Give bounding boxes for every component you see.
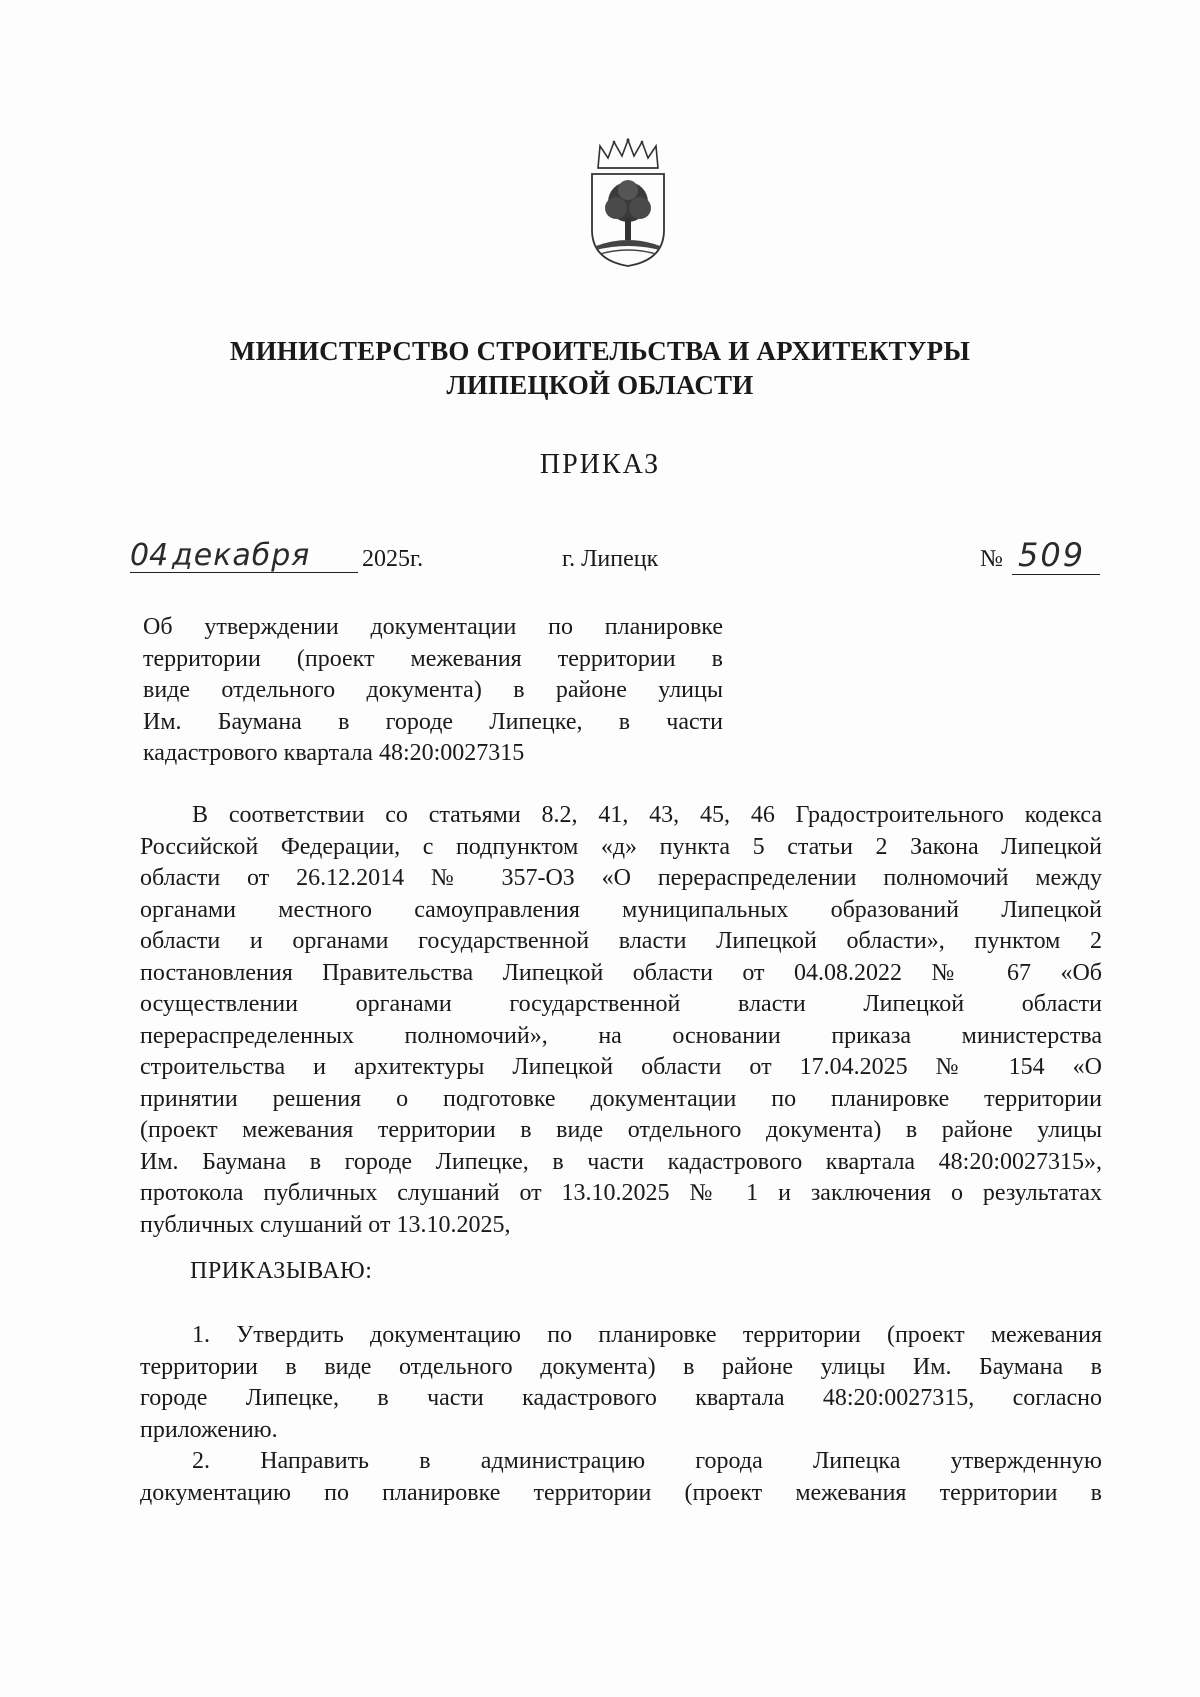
date-month-handwritten: декабря xyxy=(172,538,311,573)
order-subject xyxy=(143,612,723,770)
subject-line: виде отдельного документа) в районе улицы xyxy=(143,677,723,703)
preamble-line: (проект межевания территории в виде отдельного документа) в районе улицы xyxy=(140,1117,1102,1143)
preamble-line: области и органами государственной власти Липецкой области», пунктом 2 xyxy=(140,928,1102,954)
subject-line: территории (проект межевания территории в xyxy=(143,645,723,672)
coat-of-arms-icon xyxy=(586,138,670,268)
item-line: 1. Утвердить документацию по планировке территории (проект межевания xyxy=(192,1322,1102,1348)
subject-line: кадастрового квартала 48:20:0027315 xyxy=(143,740,525,766)
preamble-paragraph xyxy=(140,800,1102,1241)
number-underline xyxy=(1012,574,1100,575)
date-underline xyxy=(130,572,358,573)
order-number-handwritten: 509 xyxy=(1018,536,1086,574)
ministry-name-line1: МИНИСТЕРСТВО СТРОИТЕЛЬСТВА И АРХИТЕКТУРЫ xyxy=(229,336,971,366)
document-type-title: ПРИКАЗ xyxy=(539,449,661,480)
item-line: территории в виде отдельного документа) в районе улицы Им. Баумана в xyxy=(140,1353,1102,1380)
preamble-line: строительства и архитектуры Липецкой области от 17.04.2025 № 154 «О xyxy=(140,1054,1102,1080)
item-line: 2. Направить в администрацию города Липецка утвержденную xyxy=(192,1448,1102,1474)
number-sign: № xyxy=(980,546,1003,572)
preamble-line: публичных слушаний от 13.10.2025, xyxy=(140,1211,511,1238)
item-line: документацию по планировке территории (проект межевания территории в xyxy=(140,1479,1102,1506)
preamble-line: области от 26.12.2014 № 357-ОЗ «О перераспределении полномочий между xyxy=(140,865,1102,891)
ministry-name-line2: ЛИПЕЦКОЙ ОБЛАСТИ xyxy=(446,370,754,400)
subject-line: Об утверждении документации по планировке xyxy=(143,614,723,640)
item-line: городе Липецке, в части кадастрового квартала 48:20:0027315, согласно xyxy=(140,1385,1102,1411)
item-line: приложению. xyxy=(140,1416,278,1443)
date-year: 2025г. xyxy=(362,546,424,572)
city-name: г. Липецк xyxy=(562,546,659,572)
preamble-line: Российской Федерации, с подпунктом «д» пункта 5 статьи 2 Закона Липецкой xyxy=(140,833,1102,860)
date-day-handwritten: 04 xyxy=(130,538,169,573)
preamble-line: осуществлении органами государственной власти Липецкой области xyxy=(140,991,1102,1017)
order-directive-word: ПРИКАЗЫВАЮ: xyxy=(190,1258,373,1284)
preamble-line: принятии решения о подготовке документации по планировке территории xyxy=(140,1085,1102,1112)
preamble-line: перераспределенных полномочий», на основании приказа министерства xyxy=(140,1022,1102,1049)
preamble-line: постановления Правительства Липецкой области от 04.08.2022 № 67 «Об xyxy=(140,959,1102,986)
subject-line: Им. Баумана в городе Липецке, в части xyxy=(143,708,723,735)
preamble-line: органами местного самоуправления муниципальных образований Липецкой xyxy=(140,896,1102,923)
preamble-line: Им. Баумана в городе Липецке, в части кадастрового квартала 48:20:0027315», xyxy=(140,1148,1102,1175)
preamble-line: В соответствии со статьями 8.2, 41, 43, 45, 46 Градостроительного кодекса xyxy=(192,802,1102,828)
preamble-line: протокола публичных слушаний от 13.10.2025 № 1 и заключения о результатах xyxy=(140,1180,1102,1206)
order-items xyxy=(140,1320,1102,1509)
